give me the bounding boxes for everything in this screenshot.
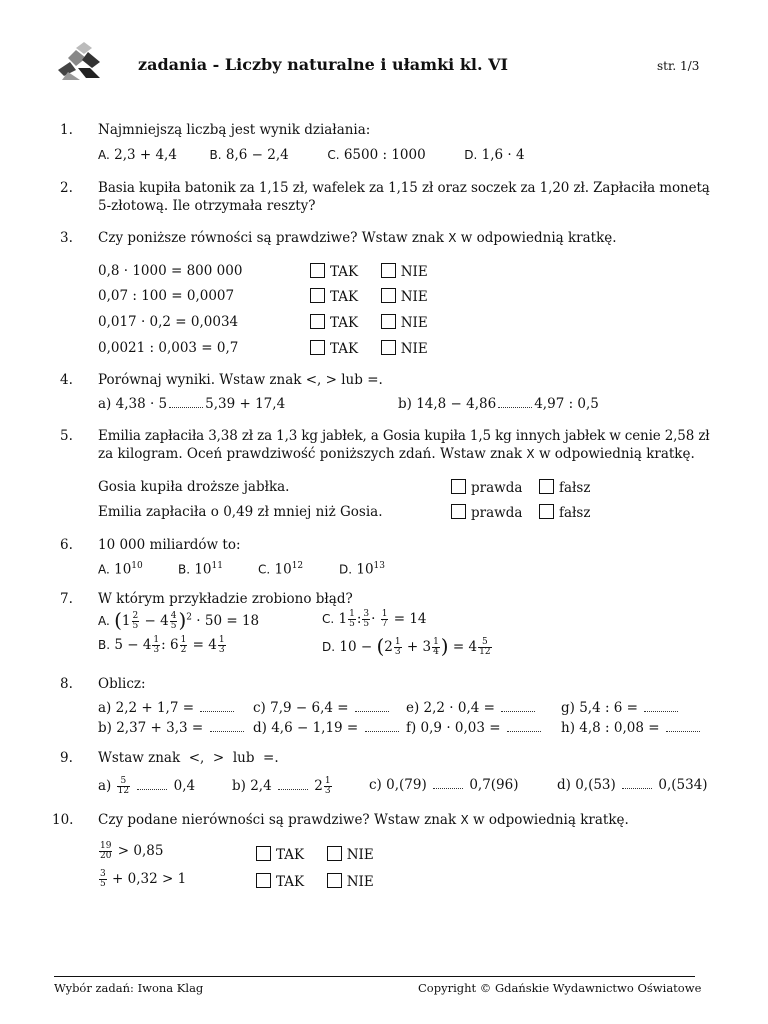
q8-item-g: g) 5,4 : 6 =: [561, 700, 680, 716]
q4-text: Porównaj wyniki. Wstaw znak <, > lub =.: [98, 372, 383, 388]
q7-text: W którym przykładzie zrobiono błąd?: [98, 591, 353, 607]
page-title: zadania - Liczby naturalne i ułamki kl. VI: [138, 55, 509, 74]
q6-option-d: D. $10^{13}$: [339, 561, 385, 578]
q1-text: Najmniejszą liczbą jest wynik działania:: [98, 122, 371, 138]
q3-answer-4: TAK NIE: [310, 340, 428, 357]
checkbox-nie[interactable]: [381, 263, 396, 278]
checkbox-nie[interactable]: [381, 340, 396, 355]
q5-answer-2: prawda fałsz: [451, 504, 590, 521]
page-number: str. 1/3: [657, 59, 700, 73]
answer-blank[interactable]: [501, 710, 535, 712]
q10-row-1: $\frac{19}{20}$ > 0,85: [100, 841, 164, 861]
q3-row-2: 0,07 : 100 = 0,0007: [98, 288, 235, 304]
q4-number: 4.: [60, 372, 73, 388]
answer-blank[interactable]: [666, 730, 700, 732]
q6-option-c: C. $10^{12}$: [258, 561, 304, 578]
answer-blank[interactable]: [137, 788, 167, 790]
q4-b: b) 14,8 − 4,86 4,97 : 0,5: [398, 396, 599, 412]
q10-row-2: $\frac{3}{5}$ + 0,32 > 1: [100, 869, 187, 889]
q6-option-b: B. $10^{11}$: [178, 561, 223, 578]
q9-a: a) $\frac{5}{12}$ 0,4: [98, 776, 196, 796]
q5-number: 5.: [60, 428, 73, 444]
answer-blank[interactable]: [200, 710, 234, 712]
q7-option-d: D. 10 − (2 $\frac{1}{3}$ + 3 $\frac{1}{4}$ ) = 4 $\frac{5}{12}$: [322, 634, 491, 658]
answer-blank[interactable]: [355, 710, 389, 712]
checkbox-prawda[interactable]: [451, 504, 466, 519]
q5-statement-2: Emilia zapłaciła o 0,49 zł mniej niż Gosia.: [98, 504, 383, 520]
q7-number: 7.: [60, 591, 73, 607]
checkbox-tak[interactable]: [310, 340, 325, 355]
answer-blank[interactable]: [365, 730, 399, 732]
q6-number: 6.: [60, 537, 73, 553]
q8-item-e: e) 2,2 · 0,4 =: [406, 700, 537, 716]
q4-a: a) 4,38 · 5 5,39 + 17,4: [98, 396, 286, 412]
q3-row-4: 0,0021 : 0,003 = 0,7: [98, 340, 239, 356]
q9-number: 9.: [60, 750, 73, 766]
q2-line1: Basia kupiła batonik za 1,15 zł, wafelek za 1,15 zł oraz soczek za 1,20 zł. Zapłaciła monetą: [98, 180, 710, 196]
q2-number: 2.: [60, 180, 73, 196]
q3-row-3: 0,017 · 0,2 = 0,0034: [98, 314, 239, 330]
q8-item-a: a) 2,2 + 1,7 =: [98, 700, 236, 716]
q9-b: b) 2,4 2 $\frac{1}{3}$: [232, 776, 331, 796]
checkbox-tak[interactable]: [256, 873, 271, 888]
checkbox-tak[interactable]: [256, 846, 271, 861]
checkbox-prawda[interactable]: [451, 479, 466, 494]
checkbox-tak[interactable]: [310, 314, 325, 329]
answer-blank[interactable]: [498, 406, 532, 408]
answer-blank[interactable]: [644, 710, 678, 712]
q10-number: 10.: [52, 812, 74, 828]
q10-answer-2: TAK NIE: [256, 873, 374, 890]
q3-answer-1: TAK NIE: [310, 263, 428, 280]
q6-text: 10 000 miliardów to:: [98, 537, 241, 553]
q3-text: Czy poniższe równości są prawdziwe? Wstaw znak X w odpowiednią kratkę.: [98, 230, 617, 246]
q8-item-d: d) 4,6 − 1,19 =: [253, 720, 401, 736]
q5-answer-1: prawda fałsz: [451, 479, 590, 496]
q1-number: 1.: [60, 122, 73, 138]
checkbox-falsz[interactable]: [539, 504, 554, 519]
footer-copyright: Copyright © Gdańskie Wydawnictwo Oświatowe: [418, 981, 702, 995]
q7-option-b: B. 5 − 4 $\frac{1}{3}$ : 6 $\frac{1}{2}$ = 4 $\frac{1}{3}$: [98, 635, 225, 655]
checkbox-falsz[interactable]: [539, 479, 554, 494]
checkbox-nie[interactable]: [381, 314, 396, 329]
q8-text: Oblicz:: [98, 676, 146, 692]
q3-number: 3.: [60, 230, 73, 246]
q10-text: Czy podane nierówności są prawdziwe? Wstaw znak X w odpowiednią kratkę.: [98, 812, 629, 828]
publisher-logo: [56, 40, 106, 82]
q2-line2: 5-złotową. Ile otrzymała reszty?: [98, 198, 316, 214]
checkbox-nie[interactable]: [327, 873, 342, 888]
answer-blank[interactable]: [278, 788, 308, 790]
q3-answer-2: TAK NIE: [310, 288, 428, 305]
checkbox-nie[interactable]: [327, 846, 342, 861]
q8-item-f: f) 0,9 · 0,03 =: [406, 720, 543, 736]
checkbox-nie[interactable]: [381, 288, 396, 303]
answer-blank[interactable]: [169, 406, 203, 408]
q9-d: d) 0,(53) 0,(534): [557, 777, 708, 793]
answer-blank[interactable]: [622, 787, 652, 789]
q7-option-c: C. 1 $\frac{1}{5}$ : $\frac{3}{5}$ · $\frac{1}{7}$ = 14: [322, 609, 427, 629]
q8-item-c: c) 7,9 − 6,4 =: [253, 700, 391, 716]
q9-c: c) 0,(79) 0,7(96): [369, 777, 519, 793]
footer-author: Wybór zadań: Iwona Klag: [54, 981, 204, 995]
answer-blank[interactable]: [433, 787, 463, 789]
q7-option-a: A. (1 $\frac{2}{5}$ − 4 $\frac{4}{5}$ )$^2$ · 50 = 18: [98, 608, 260, 632]
answer-blank[interactable]: [507, 730, 541, 732]
checkbox-tak[interactable]: [310, 263, 325, 278]
q9-text: Wstaw znak <, > lub =.: [98, 750, 279, 766]
q10-answer-1: TAK NIE: [256, 846, 374, 863]
q5-line1: Emilia zapłaciła 3,38 zł za 1,3 kg jabłek, a Gosia kupiła 1,5 kg innych jabłek w cenie 2,58 zł: [98, 428, 710, 444]
q8-item-b: b) 2,37 + 3,3 =: [98, 720, 246, 736]
q1-options: A. 2,3 + 4,4 B. 8,6 − 2,4 C. 6500 : 1000 D. 1,6 · 4: [98, 147, 525, 163]
q3-row-1: 0,8 · 1000 = 800 000: [98, 263, 243, 279]
answer-blank[interactable]: [210, 730, 244, 732]
footer-divider: [54, 976, 695, 977]
checkbox-tak[interactable]: [310, 288, 325, 303]
q5-statement-1: Gosia kupiła droższe jabłka.: [98, 479, 290, 495]
q5-line2: za kilogram. Oceń prawdziwość poniższych zdań. Wstaw znak X w odpowiednią kratkę.: [98, 446, 695, 462]
q8-item-h: h) 4,8 : 0,08 =: [561, 720, 702, 736]
q3-answer-3: TAK NIE: [310, 314, 428, 331]
q8-number: 8.: [60, 676, 73, 692]
q6-option-a: A. $10^{10}$: [98, 561, 143, 578]
